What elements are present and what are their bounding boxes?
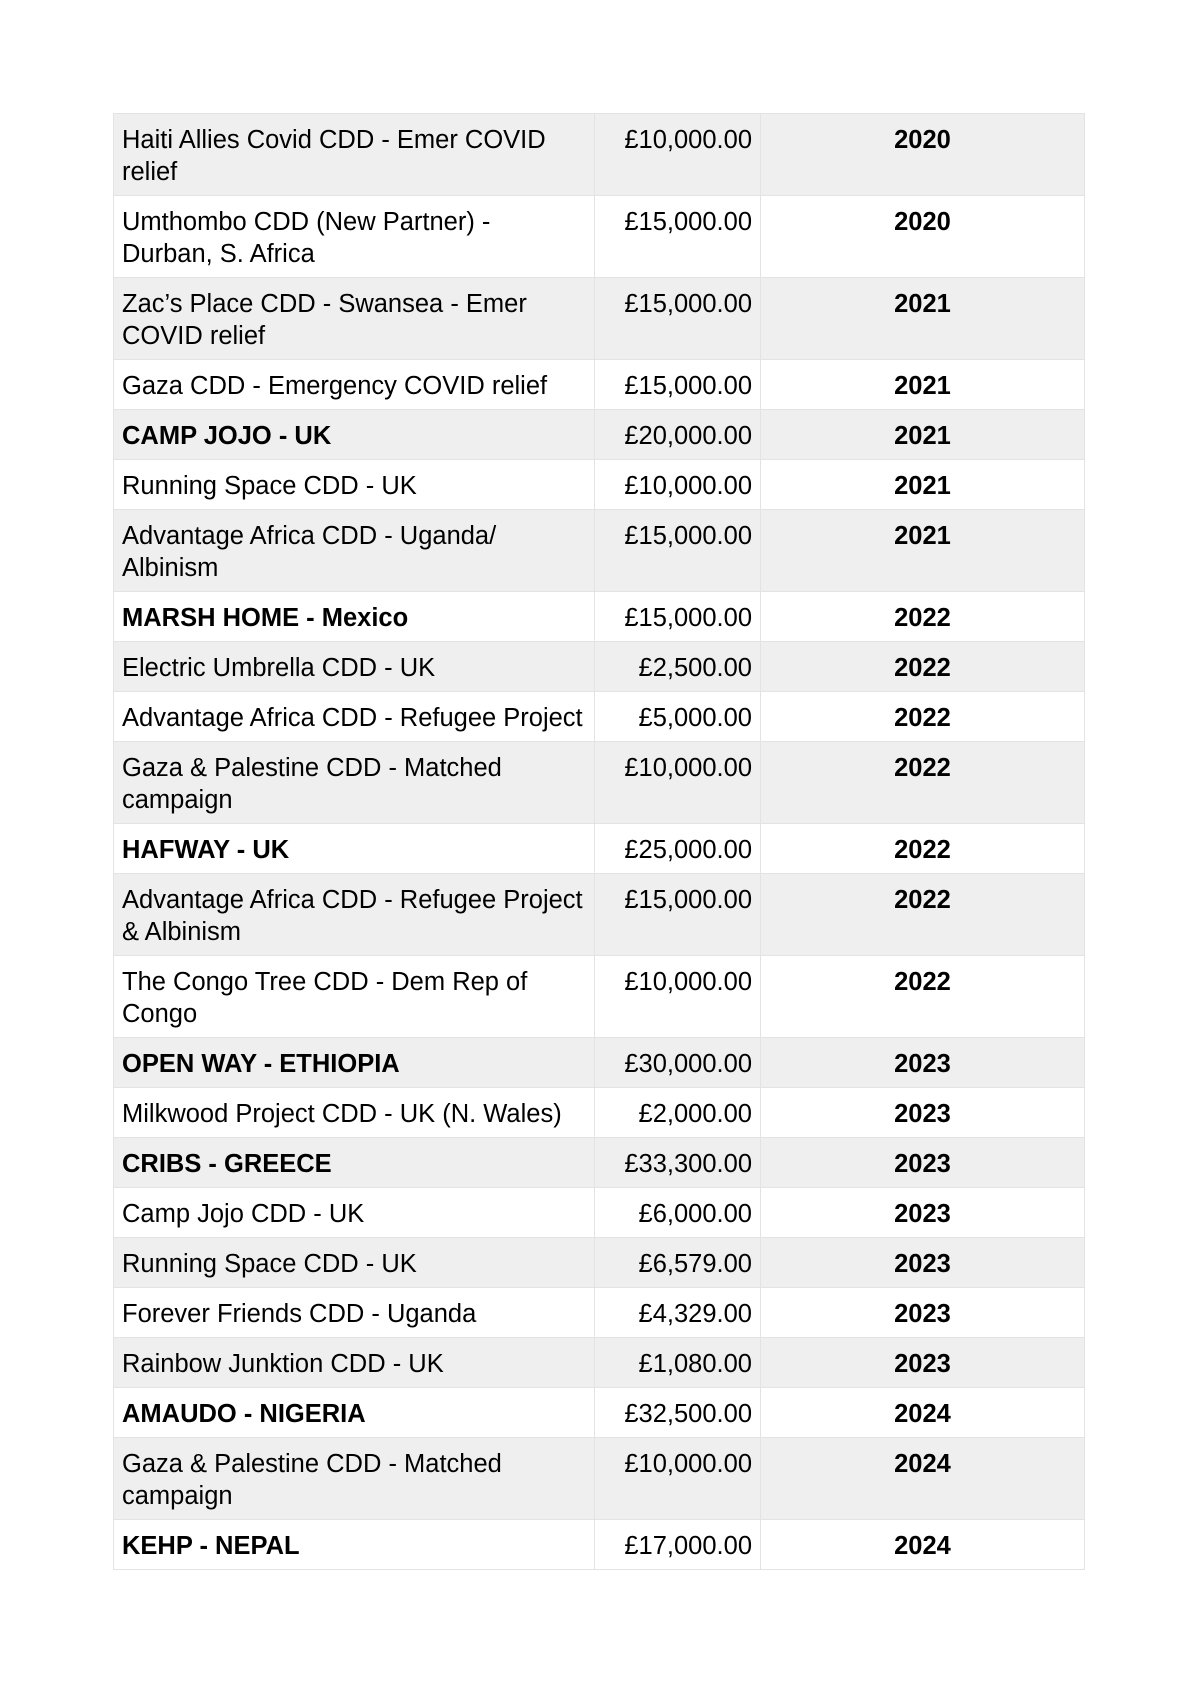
amount-cell: £17,000.00 xyxy=(595,1520,761,1570)
recipient-cell: Camp Jojo CDD - UK xyxy=(114,1188,595,1238)
amount-cell: £15,000.00 xyxy=(595,592,761,642)
amount-cell: £15,000.00 xyxy=(595,874,761,956)
table-row xyxy=(114,360,1085,410)
year-cell: 2023 xyxy=(761,1338,1085,1388)
recipient-cell: OPEN WAY - ETHIOPIA xyxy=(114,1038,595,1088)
grants-table xyxy=(113,113,1085,1570)
year-cell: 2022 xyxy=(761,824,1085,874)
amount-cell: £15,000.00 xyxy=(595,196,761,278)
amount-cell: £15,000.00 xyxy=(595,278,761,360)
year-cell: 2021 xyxy=(761,278,1085,360)
table-row xyxy=(114,1388,1085,1438)
year-cell: 2022 xyxy=(761,692,1085,742)
recipient-cell: Advantage Africa CDD - Refugee Project xyxy=(114,692,595,742)
recipient-cell: Gaza & Palestine CDD - Matched campaign xyxy=(114,1438,595,1520)
table-row xyxy=(114,742,1085,824)
table-row xyxy=(114,410,1085,460)
table-row xyxy=(114,1188,1085,1238)
table-row xyxy=(114,1338,1085,1388)
table-row xyxy=(114,874,1085,956)
year-cell: 2023 xyxy=(761,1288,1085,1338)
year-cell: 2021 xyxy=(761,460,1085,510)
amount-cell: £6,000.00 xyxy=(595,1188,761,1238)
amount-cell: £10,000.00 xyxy=(595,460,761,510)
table-row xyxy=(114,956,1085,1038)
table-row xyxy=(114,1038,1085,1088)
recipient-cell: Haiti Allies Covid CDD - Emer COVID relief xyxy=(114,114,595,196)
table-row xyxy=(114,1088,1085,1138)
amount-cell: £10,000.00 xyxy=(595,956,761,1038)
amount-cell: £15,000.00 xyxy=(595,510,761,592)
amount-cell: £1,080.00 xyxy=(595,1338,761,1388)
amount-cell: £10,000.00 xyxy=(595,742,761,824)
amount-cell: £32,500.00 xyxy=(595,1388,761,1438)
table-row xyxy=(114,1238,1085,1288)
amount-cell: £10,000.00 xyxy=(595,1438,761,1520)
year-cell: 2022 xyxy=(761,874,1085,956)
grants-table-body xyxy=(114,114,1085,1570)
amount-cell: £4,329.00 xyxy=(595,1288,761,1338)
recipient-cell: Running Space CDD - UK xyxy=(114,460,595,510)
table-row xyxy=(114,824,1085,874)
recipient-cell: The Congo Tree CDD - Dem Rep of Congo xyxy=(114,956,595,1038)
amount-cell: £25,000.00 xyxy=(595,824,761,874)
table-row xyxy=(114,114,1085,196)
recipient-cell: Zac’s Place CDD - Swansea - Emer COVID relief xyxy=(114,278,595,360)
table-row xyxy=(114,1520,1085,1570)
amount-cell: £15,000.00 xyxy=(595,360,761,410)
year-cell: 2021 xyxy=(761,410,1085,460)
amount-cell: £20,000.00 xyxy=(595,410,761,460)
year-cell: 2023 xyxy=(761,1188,1085,1238)
year-cell: 2024 xyxy=(761,1438,1085,1520)
year-cell: 2022 xyxy=(761,742,1085,824)
recipient-cell: CAMP JOJO - UK xyxy=(114,410,595,460)
year-cell: 2022 xyxy=(761,642,1085,692)
amount-cell: £10,000.00 xyxy=(595,114,761,196)
table-row xyxy=(114,642,1085,692)
year-cell: 2021 xyxy=(761,510,1085,592)
year-cell: 2024 xyxy=(761,1388,1085,1438)
year-cell: 2023 xyxy=(761,1038,1085,1088)
recipient-cell: Milkwood Project CDD - UK (N. Wales) xyxy=(114,1088,595,1138)
year-cell: 2021 xyxy=(761,360,1085,410)
table-row xyxy=(114,692,1085,742)
recipient-cell: Advantage Africa CDD - Uganda/ Albinism xyxy=(114,510,595,592)
amount-cell: £5,000.00 xyxy=(595,692,761,742)
table-row xyxy=(114,1438,1085,1520)
recipient-cell: CRIBS - GREECE xyxy=(114,1138,595,1188)
table-row xyxy=(114,196,1085,278)
year-cell: 2022 xyxy=(761,592,1085,642)
amount-cell: £6,579.00 xyxy=(595,1238,761,1288)
recipient-cell: Gaza CDD - Emergency COVID relief xyxy=(114,360,595,410)
year-cell: 2020 xyxy=(761,196,1085,278)
year-cell: 2024 xyxy=(761,1520,1085,1570)
year-cell: 2022 xyxy=(761,956,1085,1038)
year-cell: 2020 xyxy=(761,114,1085,196)
recipient-cell: MARSH HOME - Mexico xyxy=(114,592,595,642)
table-row xyxy=(114,592,1085,642)
recipient-cell: Advantage Africa CDD - Refugee Project & Albinism xyxy=(114,874,595,956)
table-row xyxy=(114,460,1085,510)
table-row xyxy=(114,1288,1085,1338)
recipient-cell: Electric Umbrella CDD - UK xyxy=(114,642,595,692)
recipient-cell: Forever Friends CDD - Uganda xyxy=(114,1288,595,1338)
table-row xyxy=(114,278,1085,360)
year-cell: 2023 xyxy=(761,1088,1085,1138)
amount-cell: £2,000.00 xyxy=(595,1088,761,1138)
year-cell: 2023 xyxy=(761,1238,1085,1288)
amount-cell: £33,300.00 xyxy=(595,1138,761,1188)
recipient-cell: Rainbow Junktion CDD - UK xyxy=(114,1338,595,1388)
amount-cell: £30,000.00 xyxy=(595,1038,761,1088)
table-row xyxy=(114,510,1085,592)
amount-cell: £2,500.00 xyxy=(595,642,761,692)
recipient-cell: Umthombo CDD (New Partner) - Durban, S. Africa xyxy=(114,196,595,278)
recipient-cell: AMAUDO - NIGERIA xyxy=(114,1388,595,1438)
year-cell: 2023 xyxy=(761,1138,1085,1188)
recipient-cell: Gaza & Palestine CDD - Matched campaign xyxy=(114,742,595,824)
recipient-cell: KEHP - NEPAL xyxy=(114,1520,595,1570)
table-row xyxy=(114,1138,1085,1188)
recipient-cell: Running Space CDD - UK xyxy=(114,1238,595,1288)
recipient-cell: HAFWAY - UK xyxy=(114,824,595,874)
